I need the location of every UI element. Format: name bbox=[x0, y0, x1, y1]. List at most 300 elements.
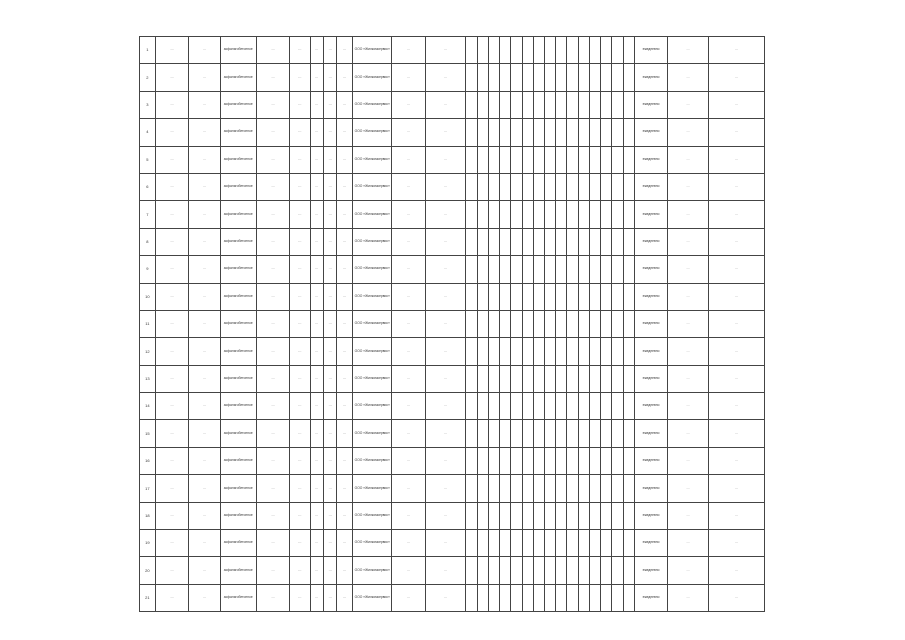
empty-cell bbox=[511, 201, 522, 228]
empty-cell bbox=[589, 37, 600, 64]
empty-cell bbox=[511, 228, 522, 255]
row-number-cell: 20 bbox=[140, 557, 156, 584]
count-b-cell: … bbox=[310, 447, 323, 474]
empty-cell bbox=[567, 365, 578, 392]
empty-cell bbox=[511, 365, 522, 392]
extra-cell: … bbox=[708, 119, 764, 146]
empty-cell bbox=[601, 557, 612, 584]
count-b-cell: … bbox=[310, 256, 323, 283]
empty-cell bbox=[511, 393, 522, 420]
empty-cell bbox=[601, 173, 612, 200]
container-type-cell: … bbox=[256, 228, 290, 255]
owner-cell: ООО «Жилкомсервис» bbox=[353, 119, 392, 146]
empty-cell bbox=[466, 338, 477, 365]
count-a-cell: … bbox=[290, 146, 310, 173]
schedule-cell: ежедневно bbox=[634, 475, 668, 502]
empty-cell bbox=[612, 420, 623, 447]
empty-cell bbox=[466, 37, 477, 64]
street-cell: … bbox=[155, 256, 189, 283]
empty-cell bbox=[477, 338, 488, 365]
surface-cell: асфальтобетонное bbox=[220, 365, 256, 392]
empty-cell bbox=[589, 502, 600, 529]
volume-cell: … bbox=[337, 146, 353, 173]
sources-cell: … bbox=[668, 173, 708, 200]
owner-address-cell: … bbox=[426, 475, 466, 502]
empty-cell bbox=[589, 201, 600, 228]
surface-cell: асфальтобетонное bbox=[220, 64, 256, 91]
count-a-cell: … bbox=[290, 393, 310, 420]
count-b-cell: … bbox=[310, 91, 323, 118]
extra-cell: … bbox=[708, 310, 764, 337]
count-a-cell: … bbox=[290, 119, 310, 146]
count-a-cell: … bbox=[290, 173, 310, 200]
empty-cell bbox=[533, 310, 544, 337]
empty-cell bbox=[488, 64, 499, 91]
coordinates-cell: … bbox=[189, 584, 220, 611]
count-a-cell: … bbox=[290, 256, 310, 283]
empty-cell bbox=[567, 228, 578, 255]
empty-cell bbox=[477, 420, 488, 447]
sources-cell: … bbox=[668, 530, 708, 557]
empty-cell bbox=[477, 584, 488, 611]
count-c-cell: … bbox=[323, 146, 336, 173]
empty-cell bbox=[578, 420, 589, 447]
owner-cell: ООО «Жилкомсервис» bbox=[353, 228, 392, 255]
empty-cell bbox=[578, 393, 589, 420]
empty-cell bbox=[477, 91, 488, 118]
owner-cell: ООО «Жилкомсервис» bbox=[353, 557, 392, 584]
empty-cell bbox=[601, 584, 612, 611]
owner-cell: ООО «Жилкомсервис» bbox=[353, 37, 392, 64]
empty-cell bbox=[522, 530, 533, 557]
extra-cell: … bbox=[708, 37, 764, 64]
sources-cell: … bbox=[668, 420, 708, 447]
empty-cell bbox=[533, 475, 544, 502]
empty-cell bbox=[623, 91, 634, 118]
surface-cell: асфальтобетонное bbox=[220, 37, 256, 64]
owner-address-cell: … bbox=[426, 283, 466, 310]
row-number-cell: 14 bbox=[140, 393, 156, 420]
count-b-cell: … bbox=[310, 228, 323, 255]
empty-cell bbox=[578, 365, 589, 392]
empty-cell bbox=[589, 310, 600, 337]
empty-cell bbox=[488, 393, 499, 420]
inn-cell: … bbox=[392, 365, 426, 392]
container-type-cell: … bbox=[256, 502, 290, 529]
empty-cell bbox=[488, 447, 499, 474]
sources-cell: … bbox=[668, 283, 708, 310]
extra-cell: … bbox=[708, 447, 764, 474]
schedule-cell: ежедневно bbox=[634, 91, 668, 118]
empty-cell bbox=[488, 420, 499, 447]
empty-cell bbox=[533, 502, 544, 529]
empty-cell bbox=[500, 256, 511, 283]
count-a-cell: … bbox=[290, 502, 310, 529]
extra-cell: … bbox=[708, 64, 764, 91]
container-type-cell: … bbox=[256, 393, 290, 420]
empty-cell bbox=[623, 283, 634, 310]
empty-cell bbox=[567, 393, 578, 420]
empty-cell bbox=[589, 228, 600, 255]
count-c-cell: … bbox=[323, 447, 336, 474]
count-c-cell: … bbox=[323, 475, 336, 502]
empty-cell bbox=[488, 475, 499, 502]
count-c-cell: … bbox=[323, 530, 336, 557]
volume-cell: … bbox=[337, 64, 353, 91]
row-number-cell: 7 bbox=[140, 201, 156, 228]
count-b-cell: … bbox=[310, 173, 323, 200]
street-cell: … bbox=[155, 201, 189, 228]
owner-cell: ООО «Жилкомсервис» bbox=[353, 201, 392, 228]
empty-cell bbox=[477, 146, 488, 173]
empty-cell bbox=[556, 420, 567, 447]
volume-cell: … bbox=[337, 447, 353, 474]
empty-cell bbox=[556, 64, 567, 91]
volume-cell: … bbox=[337, 393, 353, 420]
owner-cell: ООО «Жилкомсервис» bbox=[353, 146, 392, 173]
count-a-cell: … bbox=[290, 475, 310, 502]
surface-cell: асфальтобетонное bbox=[220, 393, 256, 420]
empty-cell bbox=[511, 530, 522, 557]
empty-cell bbox=[578, 502, 589, 529]
empty-cell bbox=[477, 530, 488, 557]
inn-cell: … bbox=[392, 91, 426, 118]
empty-cell bbox=[623, 502, 634, 529]
empty-cell bbox=[589, 338, 600, 365]
count-b-cell: … bbox=[310, 365, 323, 392]
schedule-cell: ежедневно bbox=[634, 393, 668, 420]
street-cell: … bbox=[155, 365, 189, 392]
count-c-cell: … bbox=[323, 173, 336, 200]
surface-cell: асфальтобетонное bbox=[220, 530, 256, 557]
row-number-cell: 4 bbox=[140, 119, 156, 146]
empty-cell bbox=[544, 37, 555, 64]
count-b-cell: … bbox=[310, 557, 323, 584]
empty-cell bbox=[601, 420, 612, 447]
empty-cell bbox=[522, 119, 533, 146]
empty-cell bbox=[477, 119, 488, 146]
empty-cell bbox=[623, 146, 634, 173]
empty-cell bbox=[522, 365, 533, 392]
street-cell: … bbox=[155, 310, 189, 337]
empty-cell bbox=[544, 584, 555, 611]
empty-cell bbox=[589, 530, 600, 557]
empty-cell bbox=[623, 365, 634, 392]
container-type-cell: … bbox=[256, 64, 290, 91]
extra-cell: … bbox=[708, 228, 764, 255]
coordinates-cell: … bbox=[189, 64, 220, 91]
sources-cell: … bbox=[668, 502, 708, 529]
empty-cell bbox=[544, 420, 555, 447]
extra-cell: … bbox=[708, 502, 764, 529]
empty-cell bbox=[556, 584, 567, 611]
empty-cell bbox=[623, 475, 634, 502]
empty-cell bbox=[567, 502, 578, 529]
empty-cell bbox=[466, 91, 477, 118]
volume-cell: … bbox=[337, 37, 353, 64]
empty-cell bbox=[567, 530, 578, 557]
empty-cell bbox=[601, 283, 612, 310]
inn-cell: … bbox=[392, 64, 426, 91]
container-type-cell: … bbox=[256, 283, 290, 310]
empty-cell bbox=[623, 256, 634, 283]
count-a-cell: … bbox=[290, 447, 310, 474]
empty-cell bbox=[511, 173, 522, 200]
empty-cell bbox=[556, 338, 567, 365]
count-c-cell: … bbox=[323, 283, 336, 310]
empty-cell bbox=[522, 584, 533, 611]
inn-cell: … bbox=[392, 173, 426, 200]
owner-address-cell: … bbox=[426, 502, 466, 529]
schedule-cell: ежедневно bbox=[634, 584, 668, 611]
empty-cell bbox=[533, 91, 544, 118]
coordinates-cell: … bbox=[189, 338, 220, 365]
empty-cell bbox=[556, 310, 567, 337]
extra-cell: … bbox=[708, 393, 764, 420]
surface-cell: асфальтобетонное bbox=[220, 502, 256, 529]
empty-cell bbox=[623, 201, 634, 228]
empty-cell bbox=[522, 447, 533, 474]
inn-cell: … bbox=[392, 119, 426, 146]
container-type-cell: … bbox=[256, 91, 290, 118]
empty-cell bbox=[511, 64, 522, 91]
coordinates-cell: … bbox=[189, 228, 220, 255]
count-a-cell: … bbox=[290, 91, 310, 118]
empty-cell bbox=[544, 173, 555, 200]
extra-cell: … bbox=[708, 283, 764, 310]
empty-cell bbox=[623, 393, 634, 420]
empty-cell bbox=[466, 64, 477, 91]
empty-cell bbox=[533, 256, 544, 283]
count-b-cell: … bbox=[310, 201, 323, 228]
empty-cell bbox=[500, 146, 511, 173]
empty-cell bbox=[500, 475, 511, 502]
count-b-cell: … bbox=[310, 584, 323, 611]
coordinates-cell: … bbox=[189, 256, 220, 283]
empty-cell bbox=[522, 173, 533, 200]
empty-cell bbox=[544, 228, 555, 255]
count-c-cell: … bbox=[323, 64, 336, 91]
sources-cell: … bbox=[668, 365, 708, 392]
empty-cell bbox=[488, 338, 499, 365]
empty-cell bbox=[511, 475, 522, 502]
empty-cell bbox=[556, 283, 567, 310]
empty-cell bbox=[500, 64, 511, 91]
empty-cell bbox=[477, 557, 488, 584]
volume-cell: … bbox=[337, 283, 353, 310]
empty-cell bbox=[500, 283, 511, 310]
empty-cell bbox=[567, 420, 578, 447]
empty-cell bbox=[589, 420, 600, 447]
empty-cell bbox=[556, 119, 567, 146]
empty-cell bbox=[578, 228, 589, 255]
empty-cell bbox=[601, 64, 612, 91]
empty-cell bbox=[578, 256, 589, 283]
empty-cell bbox=[623, 420, 634, 447]
owner-address-cell: … bbox=[426, 91, 466, 118]
schedule-cell: ежедневно bbox=[634, 557, 668, 584]
count-c-cell: … bbox=[323, 502, 336, 529]
row-number-cell: 13 bbox=[140, 365, 156, 392]
schedule-cell: ежедневно bbox=[634, 201, 668, 228]
empty-cell bbox=[556, 91, 567, 118]
street-cell: … bbox=[155, 37, 189, 64]
surface-cell: асфальтобетонное bbox=[220, 91, 256, 118]
empty-cell bbox=[601, 502, 612, 529]
volume-cell: … bbox=[337, 119, 353, 146]
empty-cell bbox=[500, 201, 511, 228]
surface-cell: асфальтобетонное bbox=[220, 201, 256, 228]
empty-cell bbox=[466, 173, 477, 200]
empty-cell bbox=[488, 37, 499, 64]
street-cell: … bbox=[155, 502, 189, 529]
empty-cell bbox=[612, 146, 623, 173]
container-type-cell: … bbox=[256, 530, 290, 557]
empty-cell bbox=[578, 91, 589, 118]
sources-cell: … bbox=[668, 64, 708, 91]
table-row bbox=[140, 283, 765, 310]
empty-cell bbox=[533, 201, 544, 228]
owner-address-cell: … bbox=[426, 310, 466, 337]
table-row bbox=[140, 256, 765, 283]
table-row bbox=[140, 119, 765, 146]
count-b-cell: … bbox=[310, 420, 323, 447]
container-type-cell: … bbox=[256, 447, 290, 474]
empty-cell bbox=[601, 228, 612, 255]
empty-cell bbox=[567, 475, 578, 502]
surface-cell: асфальтобетонное bbox=[220, 228, 256, 255]
count-c-cell: … bbox=[323, 91, 336, 118]
empty-cell bbox=[589, 557, 600, 584]
count-a-cell: … bbox=[290, 365, 310, 392]
empty-cell bbox=[589, 256, 600, 283]
container-type-cell: … bbox=[256, 256, 290, 283]
empty-cell bbox=[567, 338, 578, 365]
owner-address-cell: … bbox=[426, 584, 466, 611]
registry-table bbox=[139, 36, 765, 612]
empty-cell bbox=[544, 283, 555, 310]
empty-cell bbox=[589, 584, 600, 611]
row-number-cell: 16 bbox=[140, 447, 156, 474]
empty-cell bbox=[500, 119, 511, 146]
empty-cell bbox=[556, 201, 567, 228]
empty-cell bbox=[544, 256, 555, 283]
empty-cell bbox=[500, 91, 511, 118]
empty-cell bbox=[623, 228, 634, 255]
inn-cell: … bbox=[392, 146, 426, 173]
empty-cell bbox=[500, 530, 511, 557]
empty-cell bbox=[612, 256, 623, 283]
volume-cell: … bbox=[337, 228, 353, 255]
empty-cell bbox=[612, 228, 623, 255]
surface-cell: асфальтобетонное bbox=[220, 283, 256, 310]
empty-cell bbox=[466, 475, 477, 502]
count-c-cell: … bbox=[323, 37, 336, 64]
empty-cell bbox=[612, 119, 623, 146]
street-cell: … bbox=[155, 475, 189, 502]
empty-cell bbox=[601, 447, 612, 474]
empty-cell bbox=[544, 447, 555, 474]
empty-cell bbox=[477, 173, 488, 200]
count-b-cell: … bbox=[310, 338, 323, 365]
extra-cell: … bbox=[708, 530, 764, 557]
coordinates-cell: … bbox=[189, 91, 220, 118]
container-type-cell: … bbox=[256, 146, 290, 173]
empty-cell bbox=[522, 283, 533, 310]
surface-cell: асфальтобетонное bbox=[220, 146, 256, 173]
count-b-cell: … bbox=[310, 283, 323, 310]
empty-cell bbox=[522, 146, 533, 173]
street-cell: … bbox=[155, 146, 189, 173]
sources-cell: … bbox=[668, 256, 708, 283]
empty-cell bbox=[556, 447, 567, 474]
schedule-cell: ежедневно bbox=[634, 64, 668, 91]
owner-address-cell: … bbox=[426, 256, 466, 283]
owner-cell: ООО «Жилкомсервис» bbox=[353, 420, 392, 447]
count-a-cell: … bbox=[290, 228, 310, 255]
table-row bbox=[140, 393, 765, 420]
owner-address-cell: … bbox=[426, 530, 466, 557]
empty-cell bbox=[612, 338, 623, 365]
count-c-cell: … bbox=[323, 228, 336, 255]
owner-address-cell: … bbox=[426, 37, 466, 64]
empty-cell bbox=[466, 420, 477, 447]
count-c-cell: … bbox=[323, 310, 336, 337]
schedule-cell: ежедневно bbox=[634, 37, 668, 64]
container-type-cell: … bbox=[256, 173, 290, 200]
empty-cell bbox=[623, 584, 634, 611]
table-row bbox=[140, 502, 765, 529]
empty-cell bbox=[488, 228, 499, 255]
empty-cell bbox=[544, 393, 555, 420]
empty-cell bbox=[500, 420, 511, 447]
empty-cell bbox=[578, 119, 589, 146]
surface-cell: асфальтобетонное bbox=[220, 119, 256, 146]
surface-cell: асфальтобетонное bbox=[220, 256, 256, 283]
schedule-cell: ежедневно bbox=[634, 530, 668, 557]
empty-cell bbox=[623, 447, 634, 474]
coordinates-cell: … bbox=[189, 146, 220, 173]
empty-cell bbox=[522, 91, 533, 118]
empty-cell bbox=[556, 173, 567, 200]
empty-cell bbox=[601, 393, 612, 420]
empty-cell bbox=[556, 530, 567, 557]
empty-cell bbox=[556, 256, 567, 283]
empty-cell bbox=[500, 447, 511, 474]
row-number-cell: 19 bbox=[140, 530, 156, 557]
sources-cell: … bbox=[668, 119, 708, 146]
volume-cell: … bbox=[337, 530, 353, 557]
table-row bbox=[140, 338, 765, 365]
owner-cell: ООО «Жилкомсервис» bbox=[353, 64, 392, 91]
empty-cell bbox=[533, 146, 544, 173]
empty-cell bbox=[589, 365, 600, 392]
table-row bbox=[140, 228, 765, 255]
empty-cell bbox=[567, 37, 578, 64]
inn-cell: … bbox=[392, 338, 426, 365]
empty-cell bbox=[488, 502, 499, 529]
empty-cell bbox=[522, 256, 533, 283]
volume-cell: … bbox=[337, 310, 353, 337]
empty-cell bbox=[623, 557, 634, 584]
table-body bbox=[140, 37, 765, 612]
owner-cell: ООО «Жилкомсервис» bbox=[353, 283, 392, 310]
empty-cell bbox=[511, 420, 522, 447]
sources-cell: … bbox=[668, 310, 708, 337]
count-b-cell: … bbox=[310, 530, 323, 557]
street-cell: … bbox=[155, 173, 189, 200]
empty-cell bbox=[522, 502, 533, 529]
